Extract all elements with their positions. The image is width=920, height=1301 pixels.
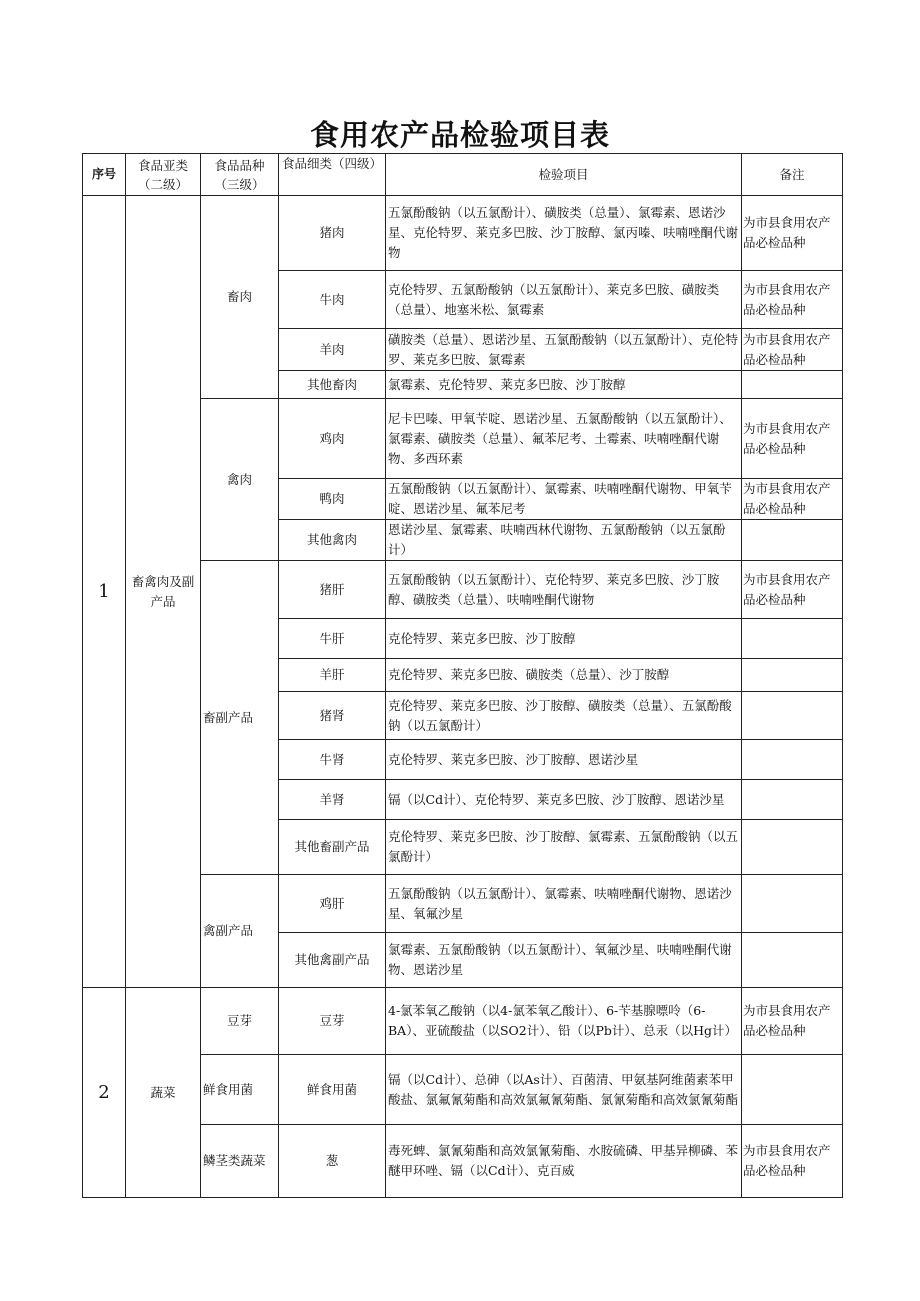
subclass-cell: 猪肝 [279,561,386,619]
inspection-items-cell: 克伦特罗、莱克多巴胺、沙丁胺醇、恩诺沙星 [386,740,742,780]
subclass-cell: 猪肾 [279,692,386,740]
remark-cell [742,692,843,740]
inspection-items-cell: 镉（以Cd计）、克伦特罗、莱克多巴胺、沙丁胺醇、恩诺沙星 [386,780,742,820]
subclass-cell: 猪肉 [279,196,386,271]
remark-cell: 为市县食用农产品必检品种 [742,329,843,371]
inspection-items-cell: 尼卡巴嗪、甲氧苄啶、恩诺沙星、五氯酚酸钠（以五氯酚计）、氯霉素、磺胺类（总量）、氟苯尼考、土霉素、呋喃唑酮代谢物、多西环素 [386,399,742,479]
inspection-items-cell: 五氯酚酸钠（以五氯酚计）、磺胺类（总量）、氯霉素、恩诺沙星、克伦特罗、莱克多巴胺、沙丁胺醇、氯丙嗪、呋喃唑酮代谢物 [386,196,742,271]
header-seq: 序号 [83,154,126,196]
subclass-cell: 羊肾 [279,780,386,820]
inspection-items-cell: 氯霉素、五氯酚酸钠（以五氯酚计）、氧氟沙星、呋喃唑酮代谢物、恩诺沙星 [386,933,742,988]
sequence-number: 2 [83,988,126,1198]
remark-cell [742,740,843,780]
remark-cell [742,371,843,399]
remark-cell [742,820,843,875]
sequence-number: 1 [83,196,126,988]
inspection-items-cell: 克伦特罗、莱克多巴胺、沙丁胺醇、氯霉素、五氯酚酸钠（以五氯酚计） [386,820,742,875]
subclass-cell: 鸡肉 [279,399,386,479]
variety-cell: 禽副产品 [201,875,279,988]
subclass-cell: 羊肝 [279,659,386,692]
remark-cell: 为市县食用农产品必检品种 [742,479,843,520]
subclass-cell: 其他畜肉 [279,371,386,399]
header-items: 检验项目 [386,154,742,196]
inspection-items-cell: 镉（以Cd计）、总砷（以As计）、百菌清、甲氨基阿维菌素苯甲酸盐、氯氟氰菊酯和高效氯氟氰菊酯、氯氰菊酯和高效氯氰菊酯 [386,1055,742,1125]
subclass-cell: 牛肾 [279,740,386,780]
variety-cell: 鳞茎类蔬菜 [201,1125,279,1198]
remark-cell [742,875,843,933]
subclass-cell: 豆芽 [279,988,386,1055]
subclass-cell: 牛肉 [279,271,386,329]
remark-cell [742,1055,843,1125]
subclass-cell: 其他禽肉 [279,520,386,561]
header-remark: 备注 [742,154,843,196]
remark-cell [742,780,843,820]
variety-cell: 畜副产品 [201,561,279,875]
inspection-items-cell: 克伦特罗、莱克多巴胺、磺胺类（总量）、沙丁胺醇 [386,659,742,692]
remark-cell [742,933,843,988]
remark-cell: 为市县食用农产品必检品种 [742,1125,843,1198]
subclass-cell: 其他禽副产品 [279,933,386,988]
variety-cell: 禽肉 [201,399,279,561]
inspection-table [82,153,843,1198]
remark-cell [742,520,843,561]
subclass-cell: 鸡肝 [279,875,386,933]
subclass-cell: 鲜食用菌 [279,1055,386,1125]
subclass-cell: 牛肝 [279,619,386,659]
header-variety: 食品品种（三级） [201,154,279,196]
inspection-items-cell: 毒死蜱、氯氰菊酯和高效氯氰菊酯、水胺硫磷、甲基异柳磷、苯醚甲环唑、镉（以Cd计）、克百威 [386,1125,742,1198]
inspection-items-cell: 恩诺沙星、氯霉素、呋喃西林代谢物、五氯酚酸钠（以五氯酚计） [386,520,742,561]
subclass-cell: 葱 [279,1125,386,1198]
table-row [83,988,843,1055]
inspection-items-cell: 氯霉素、克伦特罗、莱克多巴胺、沙丁胺醇 [386,371,742,399]
variety-cell: 豆芽 [201,988,279,1055]
remark-cell [742,659,843,692]
sub-category-cell: 畜禽肉及副产品 [126,196,201,988]
subclass-cell: 其他畜副产品 [279,820,386,875]
variety-cell: 鲜食用菌 [201,1055,279,1125]
page-title: 食用农产品检验项目表 [309,118,610,152]
inspection-items-cell: 五氯酚酸钠（以五氯酚计）、氯霉素、呋喃唑酮代谢物、甲氧苄啶、恩诺沙星、氟苯尼考 [386,479,742,520]
inspection-items-cell: 五氯酚酸钠（以五氯酚计）、克伦特罗、莱克多巴胺、沙丁胺醇、磺胺类（总量）、呋喃唑酮代谢物 [386,561,742,619]
inspection-items-cell: 4-氯苯氧乙酸钠（以4-氯苯氧乙酸计）、6-苄基腺嘌呤（6-BA）、亚硫酸盐（以SO2计）、铅（以Pb计）、总汞（以Hg计） [386,988,742,1055]
inspection-items-cell: 克伦特罗、莱克多巴胺、沙丁胺醇 [386,619,742,659]
header-row [83,154,843,196]
header-subclass: 食品细类（四级） [279,154,386,196]
remark-cell: 为市县食用农产品必检品种 [742,988,843,1055]
variety-cell: 畜肉 [201,196,279,399]
remark-cell: 为市县食用农产品必检品种 [742,561,843,619]
remark-cell: 为市县食用农产品必检品种 [742,271,843,329]
inspection-items-cell: 克伦特罗、五氯酚酸钠（以五氯酚计）、莱克多巴胺、磺胺类（总量）、地塞米松、氯霉素 [386,271,742,329]
subclass-cell: 鸭肉 [279,479,386,520]
sub-category-cell: 蔬菜 [126,988,201,1198]
inspection-items-cell: 克伦特罗、莱克多巴胺、沙丁胺醇、磺胺类（总量）、五氯酚酸钠（以五氯酚计） [386,692,742,740]
remark-cell: 为市县食用农产品必检品种 [742,399,843,479]
table-row [83,196,843,271]
remark-cell: 为市县食用农产品必检品种 [742,196,843,271]
remark-cell [742,619,843,659]
inspection-items-cell: 五氯酚酸钠（以五氯酚计）、氯霉素、呋喃唑酮代谢物、恩诺沙星、氧氟沙星 [386,875,742,933]
header-sub-category: 食品亚类（二级） [126,154,201,196]
inspection-items-cell: 磺胺类（总量）、恩诺沙星、五氯酚酸钠（以五氯酚计）、克伦特罗、莱克多巴胺、氯霉素 [386,329,742,371]
subclass-cell: 羊肉 [279,329,386,371]
